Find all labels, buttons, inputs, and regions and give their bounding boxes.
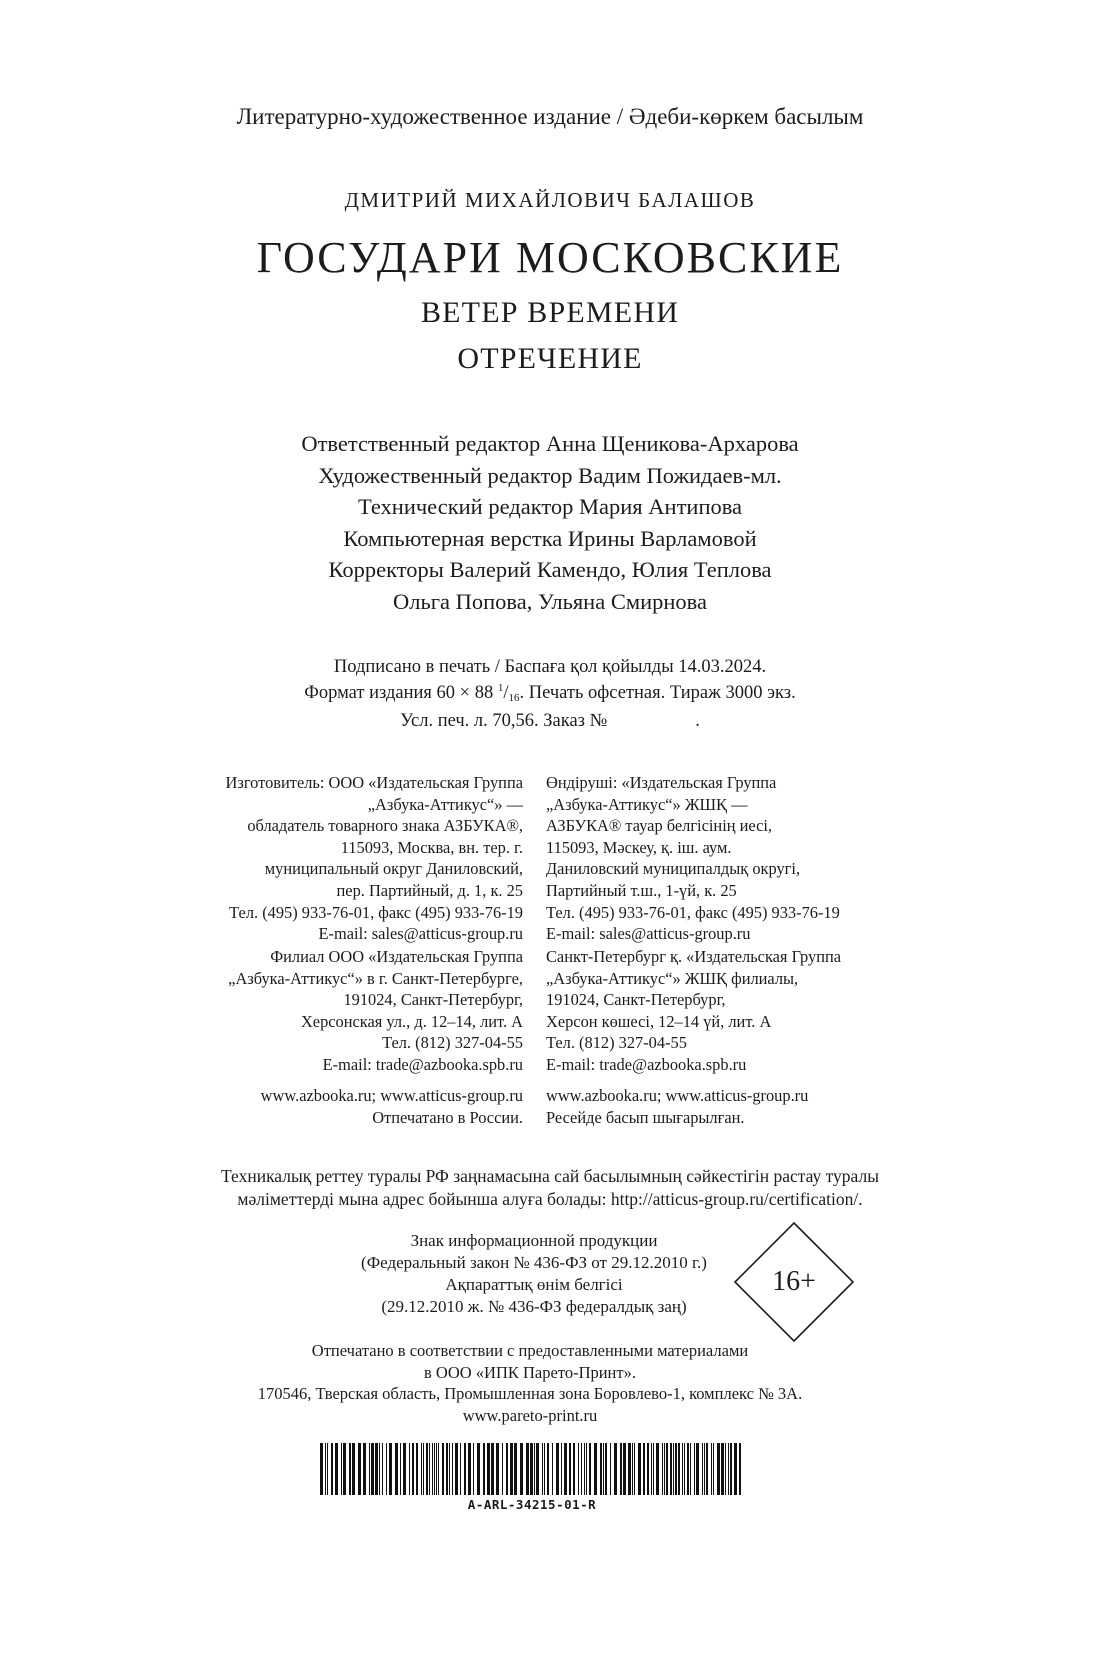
barcode-bar <box>653 1443 654 1495</box>
barcode-bar <box>694 1443 695 1495</box>
barcode-bar <box>369 1443 370 1495</box>
barcode-bar <box>473 1443 474 1495</box>
barcode-bar <box>647 1443 649 1495</box>
barcode-bar <box>739 1443 741 1495</box>
barcode-bar <box>487 1443 490 1495</box>
barcode-bar <box>578 1443 579 1495</box>
barcode-bar <box>363 1443 366 1495</box>
barcode-bar <box>594 1443 597 1495</box>
barcode-bar <box>423 1443 424 1495</box>
barcode-bar <box>455 1443 458 1495</box>
barcode-bar <box>675 1443 677 1495</box>
barcode-bar <box>666 1443 668 1495</box>
barcode-bar <box>530 1443 533 1495</box>
barcode-bar <box>460 1443 461 1495</box>
format-frac-num: 1 <box>497 682 504 694</box>
info-sign-text <box>0 1230 1068 1318</box>
web-links: www.azbooka.ru; www.atticus-group.ru <box>260 1086 523 1105</box>
barcode-bar <box>561 1443 562 1495</box>
web-ru <box>261 1085 523 1128</box>
info-sign-line: Ақпараттық өнім белгісі <box>445 1275 623 1294</box>
branch-line: Тел. (812) 327-04-55 <box>546 1033 687 1053</box>
credit-line: Корректоры Валерий Каменд​о, Юлия Теплова <box>328 557 772 582</box>
barcode-bar <box>502 1443 503 1495</box>
manufacturer-line: 115093, Москва, вн. тер. г. <box>340 837 523 857</box>
barcode-bar <box>734 1443 737 1495</box>
manufacturer-line: Даниловский муниципалдық округі, <box>546 859 801 879</box>
web-links: www.azbooka.ru; www.atticus-group.ru <box>546 1086 809 1105</box>
barcode-bar <box>662 1443 663 1495</box>
barcode-bar <box>389 1443 392 1495</box>
printer-line: 170546, Тверская область, Промышленная зона Боровлево-1, комплекс № 3А. <box>257 1384 803 1404</box>
barcode-bar <box>564 1443 567 1495</box>
credit-line: Ответственный редактор Анна Щеникова-Архарова <box>301 431 799 456</box>
barcode-bar <box>600 1443 602 1495</box>
barcode-bar <box>696 1443 699 1495</box>
barcode-bar <box>349 1443 351 1495</box>
barcode-bar <box>628 1443 631 1495</box>
barcode-bar <box>651 1443 652 1495</box>
barcode-bar <box>464 1443 466 1495</box>
branch-line: Тел. (812) 327-04-55 <box>382 1033 523 1053</box>
format-line: Формат издания 60 × 88 $^1$/16. Печать офсетная. Тираж 3000 экз. <box>304 682 796 704</box>
manufacturer-line: Партийный т.ш., 1-үй, к. 25 <box>546 880 737 900</box>
info-sign-line: (Федеральный закон № 436-ФЗ от 29.12.2010 г.) <box>361 1253 707 1272</box>
barcode-bar <box>483 1443 485 1495</box>
barcode-bar <box>547 1443 549 1495</box>
barcode-bar <box>634 1443 635 1495</box>
print-info <box>0 654 1100 734</box>
printer-line: Отпечатано в соответствии с предоставленными материалами <box>311 1341 749 1360</box>
barcode-bar <box>536 1443 539 1495</box>
tech-regulation-line: Техникалық реттеу туралы РФ заңнамасына сай басылымның сәйкестігін растау туралы <box>221 1166 879 1186</box>
barcode-bar <box>603 1443 604 1495</box>
barcode-bar <box>400 1443 401 1495</box>
age-rating-badge <box>732 1220 856 1344</box>
barcode-bar <box>730 1443 732 1495</box>
barcode-bar <box>386 1443 387 1495</box>
barcode-bar <box>421 1443 422 1495</box>
manufacturer-email: E-mail: sales@atticus-group.ru <box>546 924 751 944</box>
barcode-bar <box>416 1443 418 1495</box>
subtitle-2: ОТРЕЧЕНИЕ <box>457 342 643 375</box>
barcode-bar <box>670 1443 672 1495</box>
barcode-bar <box>623 1443 626 1495</box>
barcode-bar <box>358 1443 361 1495</box>
barcode-bar <box>704 1443 705 1495</box>
barcode-bar <box>327 1443 328 1495</box>
author-name: ДМИТРИЙ МИХАЙЛОВИЧ БАЛАШОВ <box>344 188 756 212</box>
manufacturer-email: E-mail: sales@atticus-group.ru <box>318 924 523 944</box>
format-suffix: . Печать офсетная. Тираж 3000 экз. <box>519 683 796 703</box>
barcode-bar <box>544 1443 545 1495</box>
branch-line: 191024, Санкт-Петербург, <box>343 990 523 1010</box>
barcode-bar <box>664 1443 665 1495</box>
barcode-bar <box>379 1443 380 1495</box>
barcode-bar <box>343 1443 346 1495</box>
branch-ru <box>228 946 523 1076</box>
barcode-bar <box>656 1443 659 1495</box>
barcode-bar <box>690 1443 691 1495</box>
branch-line: Херсонская ул., д. 12–14, лит. А <box>300 1011 523 1031</box>
barcode-bar <box>510 1443 513 1495</box>
barcode-bar <box>678 1443 680 1495</box>
barcode-bar <box>725 1443 726 1495</box>
barcode-bar <box>638 1443 641 1495</box>
signed-date: Подписано в печать / Баспаға қол қойылды 14.03.2024. <box>333 657 767 677</box>
branch-line: Херсон көшесі, 12–14 үй, лит. А <box>546 1011 772 1031</box>
barcode-bar <box>682 1443 683 1495</box>
manufacturer-line: Өндіруші: «Издательская Группа <box>546 773 777 792</box>
barcode-bar <box>706 1443 708 1495</box>
subtitle-1: ВЕТЕР ВРЕМЕНИ <box>420 296 680 329</box>
manufacturer-line: Изготовитель: ООО «Издательская Группа <box>225 773 523 792</box>
barcode-bar <box>573 1443 575 1495</box>
barcode-bar <box>673 1443 674 1495</box>
barcode-bar <box>412 1443 414 1495</box>
credit-line: Ольга Попова, Ульяна Смирнова <box>393 588 707 614</box>
sheets-text: Усл. печ. л. 70,56. Заказ № <box>400 711 608 731</box>
barcode-bar <box>620 1443 622 1495</box>
barcode-bar <box>702 1443 703 1495</box>
barcode-bar <box>581 1443 582 1495</box>
barcode-bar <box>584 1443 585 1495</box>
barcode-bar <box>409 1443 410 1495</box>
sheets-line <box>0 708 1100 734</box>
barcode-bar <box>452 1443 453 1495</box>
branch-line: Филиал ООО «Издательская Группа <box>270 947 523 966</box>
barcode-bar <box>614 1443 617 1495</box>
barcode-bar <box>432 1443 433 1495</box>
barcode-bar <box>534 1443 535 1495</box>
barcode-bar <box>728 1443 729 1495</box>
printer-line: www.pareto-print.ru <box>462 1405 598 1425</box>
barcode-bar <box>436 1443 437 1495</box>
manufacturer-line: „Азбука-Аттикус“» — <box>367 794 523 814</box>
barcode-bar <box>491 1443 494 1495</box>
barcode-bar <box>514 1443 517 1495</box>
manufacturer-line: „Азбука-Аттикус“» ЖШҚ — <box>546 794 748 814</box>
branch-line: „Азбука-Аттикус“» ЖШҚ филиалы, <box>546 968 799 988</box>
age-rating: 16+ <box>772 1266 816 1297</box>
barcode-bar <box>589 1443 591 1495</box>
barcode-bar <box>506 1443 508 1495</box>
barcode-bar <box>449 1443 450 1495</box>
tech-regulation-note <box>0 1165 1100 1211</box>
manufacturer-line: Тел. (495) 933-76-01, факс (495) 933-76-19 <box>229 902 523 922</box>
barcode-bar <box>477 1443 480 1495</box>
credit-line: Художественный редактор Вадим Пожидаев-мл. <box>318 462 782 488</box>
barcode-bar <box>520 1443 523 1495</box>
info-sign-line: Знак информационной продукции <box>410 1231 658 1250</box>
barcode-bar <box>438 1443 439 1495</box>
barcode-bar <box>429 1443 430 1495</box>
branch-email: E-mail: trade@azbooka.spb.ru <box>546 1054 747 1074</box>
sheets-end: . <box>695 711 700 731</box>
manufacturer-line: обладатель товарного знака АЗБУКА®, <box>247 816 523 836</box>
barcode-bar <box>526 1443 529 1495</box>
barcode-bar <box>442 1443 444 1495</box>
barcode-bar <box>331 1443 333 1495</box>
format-frac-den: 16 <box>508 692 520 704</box>
manufacturer-line: АЗБУКА® тауар белгісінің иесі, <box>546 816 773 836</box>
barcode-bar <box>542 1443 543 1495</box>
branch-kz <box>546 946 841 1076</box>
manufacturer-kz <box>546 772 840 945</box>
web-kz <box>546 1085 808 1128</box>
barcode-bar <box>717 1443 720 1495</box>
barcode-bar <box>352 1443 355 1495</box>
branch-line: „Азбука-Аттикус“» в г. Санкт-Петербурге, <box>228 968 523 988</box>
barcode-label: A-ARL-34215-01-R <box>467 1497 597 1512</box>
credits-block <box>0 428 1100 617</box>
printed-in: Отпечатано в России. <box>372 1107 523 1127</box>
barcode-bar <box>434 1443 435 1495</box>
printed-in: Ресейде басып шығарылған. <box>546 1107 745 1127</box>
barcode-bar <box>468 1443 471 1495</box>
barcode-bar <box>496 1443 499 1495</box>
format-prefix: Формат издания 60 × 88 <box>304 683 494 703</box>
manufacturer-line: 115093, Мәскеу, қ. іш. аум. <box>546 837 732 857</box>
credit-line: Компьютерная верстка Ирины Варламовой <box>343 525 757 551</box>
barcode-bar <box>605 1443 607 1495</box>
book-title: ГОСУДАРИ МОСКОВСКИЕ <box>256 233 844 282</box>
barcode-bar <box>371 1443 374 1495</box>
barcode-bar <box>403 1443 406 1495</box>
barcode-bar <box>375 1443 378 1495</box>
barcode-bar <box>320 1443 323 1495</box>
barcode-bar <box>446 1443 448 1495</box>
barcode-bar <box>335 1443 338 1495</box>
edition-type: Литературно-художественное издание / Әдеби-көркем басылым <box>236 104 864 129</box>
tech-regulation-line: мәліметтерді мына адрес бойынша алуға болады: http://atticus-group.ru/certification/. <box>237 1189 863 1209</box>
barcode-bar <box>687 1443 689 1495</box>
barcode-bar <box>586 1443 587 1495</box>
branch-email: E-mail: trade@azbooka.spb.ru <box>322 1054 523 1074</box>
barcode-bar <box>713 1443 714 1495</box>
credit-line: Технический редактор Мария Антипова <box>357 494 743 519</box>
printer-info <box>0 1340 1060 1426</box>
barcode-bar <box>632 1443 633 1495</box>
barcode-bar <box>552 1443 553 1495</box>
barcode-bar <box>556 1443 559 1495</box>
branch-line: 191024, Санкт-Петербург, <box>546 990 726 1010</box>
barcode-bar <box>395 1443 398 1495</box>
barcode-bar <box>382 1443 383 1495</box>
barcode-bar <box>711 1443 712 1495</box>
manufacturer-line: Тел. (495) 933-76-01, факс (495) 933-76-19 <box>546 902 840 922</box>
manufacturer-ru <box>226 772 523 945</box>
barcode-icon <box>320 1443 745 1495</box>
manufacturer-line: муниципальный округ Даниловский, <box>264 859 523 879</box>
barcode-bar <box>341 1443 342 1495</box>
barcode-bar <box>325 1443 326 1495</box>
barcode-bar <box>426 1443 428 1495</box>
barcode-bar <box>610 1443 611 1495</box>
manufacturer-line: пер. Партийный, д. 1, к. 25 <box>336 880 523 900</box>
barcode-bar <box>643 1443 645 1495</box>
barcode-bar <box>721 1443 724 1495</box>
printer-line: в ООО «ИПК Парето-Принт». <box>424 1362 636 1382</box>
info-sign-line: (29.12.2010 ж. № 436-ФЗ федералдық заң) <box>381 1297 687 1316</box>
barcode-bar <box>684 1443 685 1495</box>
branch-line: Санкт-Петербург қ. «Издательская Группа <box>546 947 842 966</box>
barcode-bar <box>569 1443 571 1495</box>
